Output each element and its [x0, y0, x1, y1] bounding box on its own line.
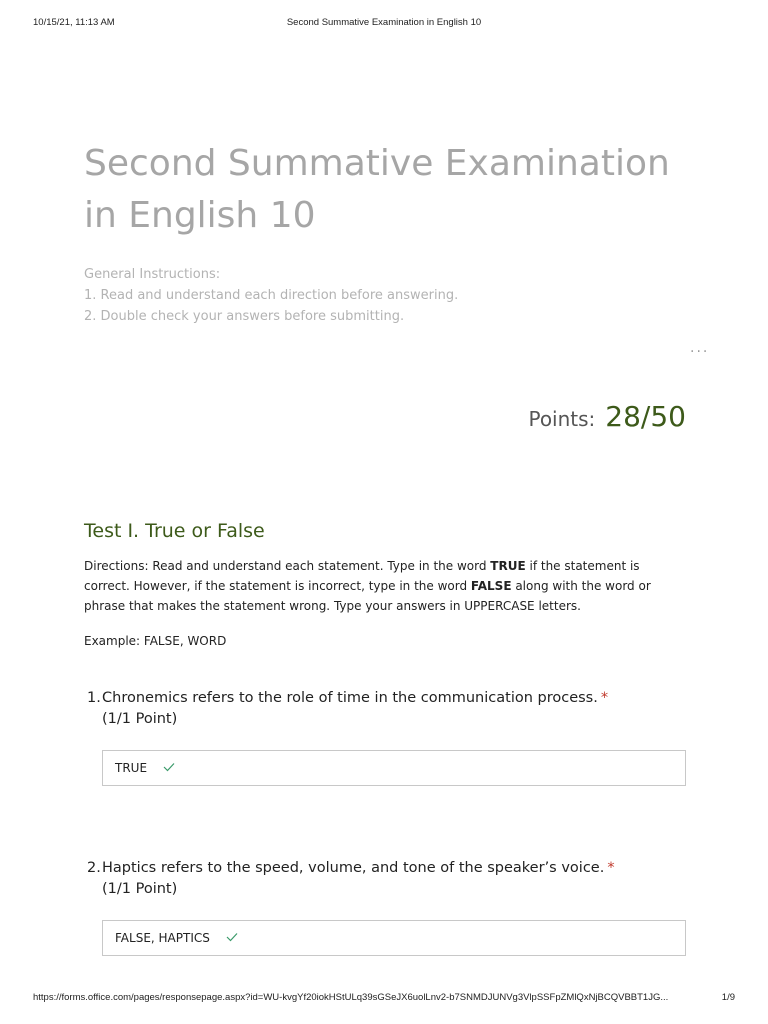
question-prompt: Haptics refers to the speed, volume, and tone of the speaker’s voice.	[102, 860, 605, 876]
question-text-block	[84, 858, 686, 900]
required-marker: *	[607, 860, 615, 876]
checkmark-icon	[163, 761, 175, 775]
question-number: 2.	[87, 860, 101, 876]
question-2	[84, 858, 686, 956]
question-text-block	[84, 688, 686, 730]
directions-true-keyword: TRUE	[490, 559, 526, 573]
print-footer	[0, 992, 768, 1006]
print-page-number: 1/9	[721, 992, 735, 1003]
directions-text: if the statement is correct. However, if the statement is incorrect, type in the word	[84, 559, 640, 593]
question-prompt: Chronemics refers to the role of time in the communication process.	[102, 690, 598, 706]
print-timestamp: 10/15/21, 11:13 AM	[33, 17, 115, 28]
directions-example: Example: FALSE, WORD	[84, 634, 227, 648]
question-number: 1.	[87, 690, 101, 706]
points-label: Points:	[528, 407, 596, 431]
question-points: (1/1 Point)	[102, 881, 178, 897]
question-points: (1/1 Point)	[102, 711, 178, 727]
checkmark-icon	[226, 931, 238, 945]
answer-value: FALSE, HAPTICS	[115, 931, 210, 945]
instructions-heading: General Instructions:	[84, 267, 221, 282]
more-options-icon[interactable]: ···	[690, 344, 710, 360]
answer-field[interactable]	[102, 750, 686, 786]
directions-false-keyword: FALSE	[470, 579, 512, 593]
general-instructions	[84, 264, 684, 327]
answer-value: TRUE	[115, 761, 148, 775]
section-directions	[84, 556, 684, 616]
instruction-item: 2. Double check your answers before submitting.	[84, 309, 405, 324]
instruction-item: 1. Read and understand each direction before answering.	[84, 288, 459, 303]
question-1	[84, 688, 686, 786]
required-marker: *	[600, 690, 609, 706]
directions-text: Directions: Read and understand each statement. Type in the word	[84, 559, 491, 573]
directions-text: along with the word or phrase that makes the statement wrong. Type your answers in UPPERCASE letters.	[84, 579, 651, 613]
points-value: 28/50	[605, 400, 686, 433]
answer-field[interactable]	[102, 920, 686, 956]
form-title: Second Summative Examination in English 10	[84, 143, 670, 236]
section-title: Test I. True or False	[84, 520, 265, 542]
print-url: https://forms.office.com/pages/responsepage.aspx?id=WU-kvgYf20iokHStULq39sGSeJX6uolLnv2-b7SNMDJUNVg3VlpSSFpZMlQxNjBCQVBBT1JG...	[33, 992, 669, 1003]
points-summary	[528, 400, 686, 433]
print-header	[0, 17, 768, 31]
print-page-title: Second Summative Examination in English 10	[286, 17, 482, 28]
